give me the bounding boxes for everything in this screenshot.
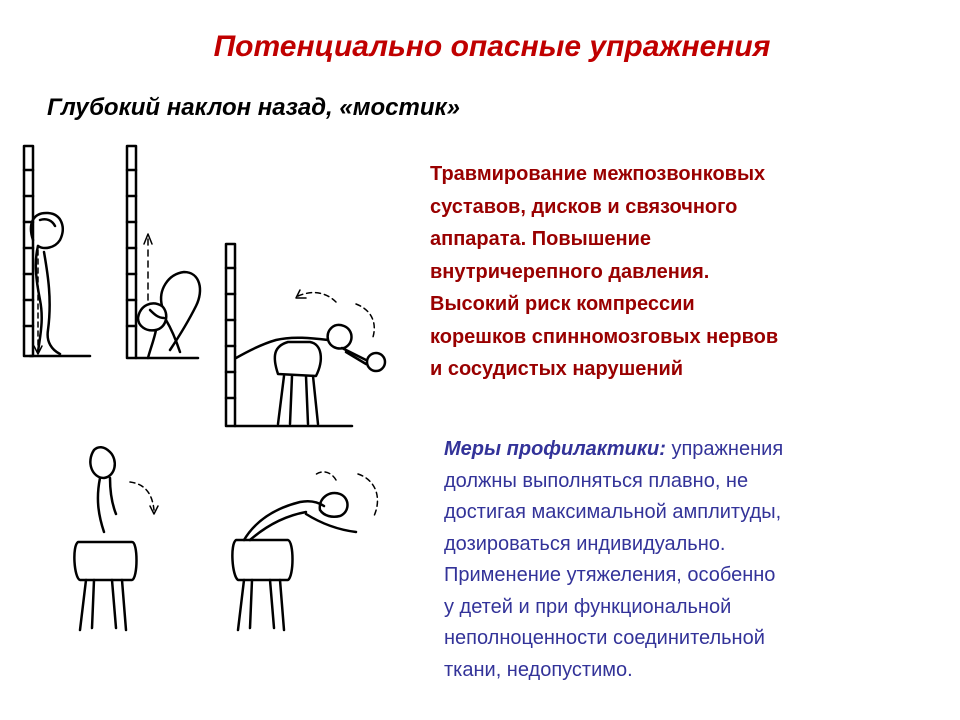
prevention-line: ткани, недопустимо. xyxy=(444,658,633,681)
risk-line: Травмирование межпозвонковых xyxy=(430,163,766,185)
prevention-line: достигая максимальной амплитуды, xyxy=(444,501,782,523)
figure-seated-upright xyxy=(74,447,158,630)
figure-bending-back-at-wall-bars xyxy=(127,146,200,358)
figure-standing-at-wall-bars xyxy=(24,146,90,356)
risk-line: Высокий риск компрессии xyxy=(430,293,695,315)
prevention-line: Применение утяжеления, особенно xyxy=(444,564,776,586)
prevention-line: неполноценности соединительной xyxy=(444,627,765,649)
prevention-lead: Меры профилактики: xyxy=(444,438,666,460)
risk-line: внутричерепного давления. xyxy=(430,260,710,283)
risk-line: суставов, дисков и связочного xyxy=(430,195,738,218)
page-title: Потенциально опасные упражнения xyxy=(213,30,771,63)
risk-description xyxy=(430,158,920,386)
prevention-line: дозироваться индивидуально. xyxy=(444,532,726,555)
risk-line: и сосудистых нарушений xyxy=(430,358,684,380)
prevention-line: должны выполняться плавно, не xyxy=(444,469,749,492)
prevention-measures xyxy=(444,434,944,686)
risk-line: корешков спинномозговых нервов xyxy=(430,325,779,348)
page-subtitle: Глубокий наклон назад, «мостик» xyxy=(47,94,461,121)
figure-bench-with-weight xyxy=(226,244,385,426)
prevention-line: у детей и при функциональной xyxy=(444,595,732,618)
risk-line: аппарата. Повышение xyxy=(430,228,652,250)
prevention-first-line xyxy=(444,434,944,466)
figure-seated-bending-back xyxy=(232,472,377,630)
prevention-lead-rest: упражнения xyxy=(665,438,784,460)
